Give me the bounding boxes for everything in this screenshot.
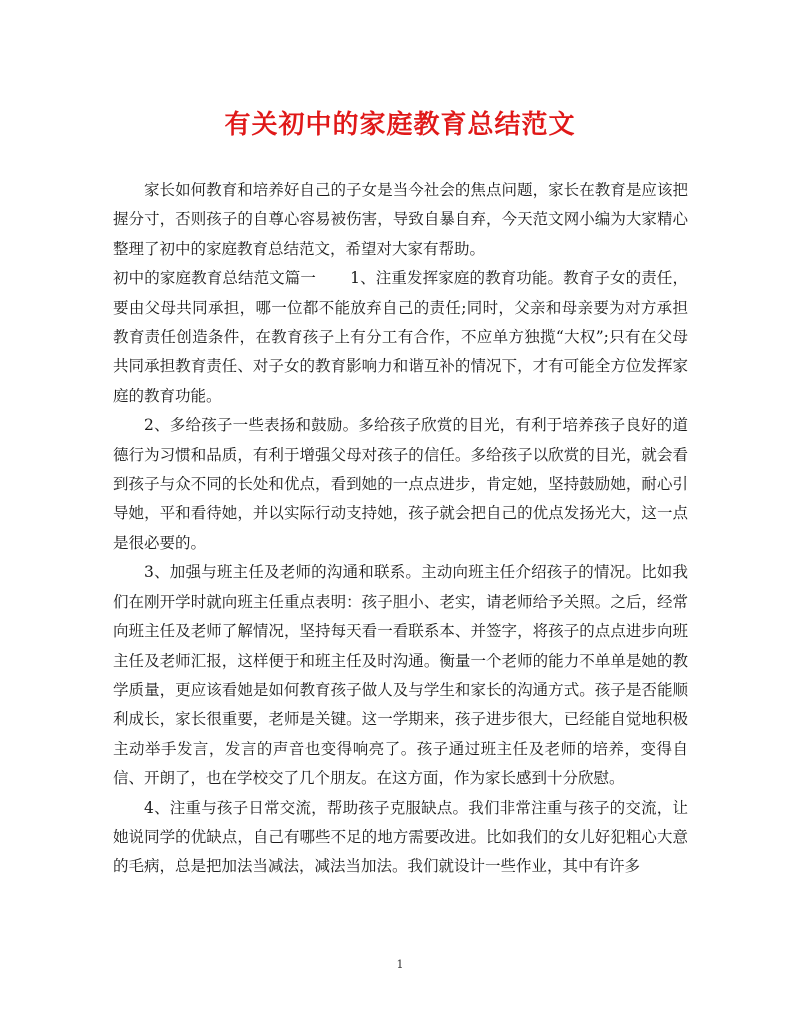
paragraph-point-1 [113, 264, 688, 411]
paragraph-point-4: 4、注重与孩子日常交流，帮助孩子克服缺点。我们非常注重与孩子的交流，让她说同学的优缺点，自己有哪些不足的地方需要改进。比如我们的女儿好犯粗心大意的毛病，总是把加法当减法，减法当加法。我们就设计一些作业，其中有许多 [113, 798, 688, 876]
section-heading: 初中的家庭教育总结范文篇一 [113, 269, 317, 288]
document-title: 有关初中的家庭教育总结范文 [224, 110, 576, 140]
page-number: 1 [396, 958, 404, 971]
document-body [113, 176, 688, 882]
intro-paragraph: 家长如何教育和培养好自己的子女是当今社会的焦点问题，家长在教育是应该把握分寸，否则孩子的自尊心容易被伤害，导致自暴自弃，今天范文网小编为大家精心整理了初中的家庭教育总结范文，希望对大家有帮助。 [113, 181, 688, 258]
paragraph-point-2: 2、多给孩子一些表扬和鼓励。多给孩子欣赏的目光，有利于培养孩子良好的道德行为习惯和品质，有利于增强父母对孩子的信任。多给孩子以欣赏的目光，就会看到孩子与众不同的长处和优点，看到她的一点点进步，肯定她，坚持鼓励她，耐心引导她，平和看待她，并以实际行动支持她，孩子就会把自己的优点发扬光大，这一点是很必要的。 [113, 416, 688, 552]
paragraph-point-3: 3、加强与班主任及老师的沟通和联系。主动向班主任介绍孩子的情况。比如我们在刚开学时就向班主任重点表明：孩子胆小、老实，请老师给予关照。之后，经常向班主任及老师了解情况，坚持每天看一看联系本、并签字，将孩子的点点进步向班主任及老师汇报，这样便于和班主任及时沟通。衡量一个老师的能力不单单是她的教学质量，更应该看她是如何教育孩子做人及与学生和家长的沟通方式。孩子是否能顺利成长，家长很重要，老师是关键。这一学期来，孩子进步很大，已经能自觉地积极主动举手发言，发言的声音也变得响亮了。孩子通过班主任及老师的培养，变得自信、开朗了，也在学校交了几个朋友。在这方面，作为家长感到十分欣慰。 [113, 563, 688, 788]
paragraph-text: 1、注重发挥家庭的教育功能。教育子女的责任，要由父母共同承担，哪一位都不能放弃自己的责任;同时，父亲和母亲要为对方承担教育责任创造条件，在教育孩子上有分工有合作，不应单方独揽“大权”;只有在父母共同承担教育责任、对子女的教育影响力和谐互补的情况下，才有可能全方位发挥家庭的教育功能。 [113, 269, 688, 405]
